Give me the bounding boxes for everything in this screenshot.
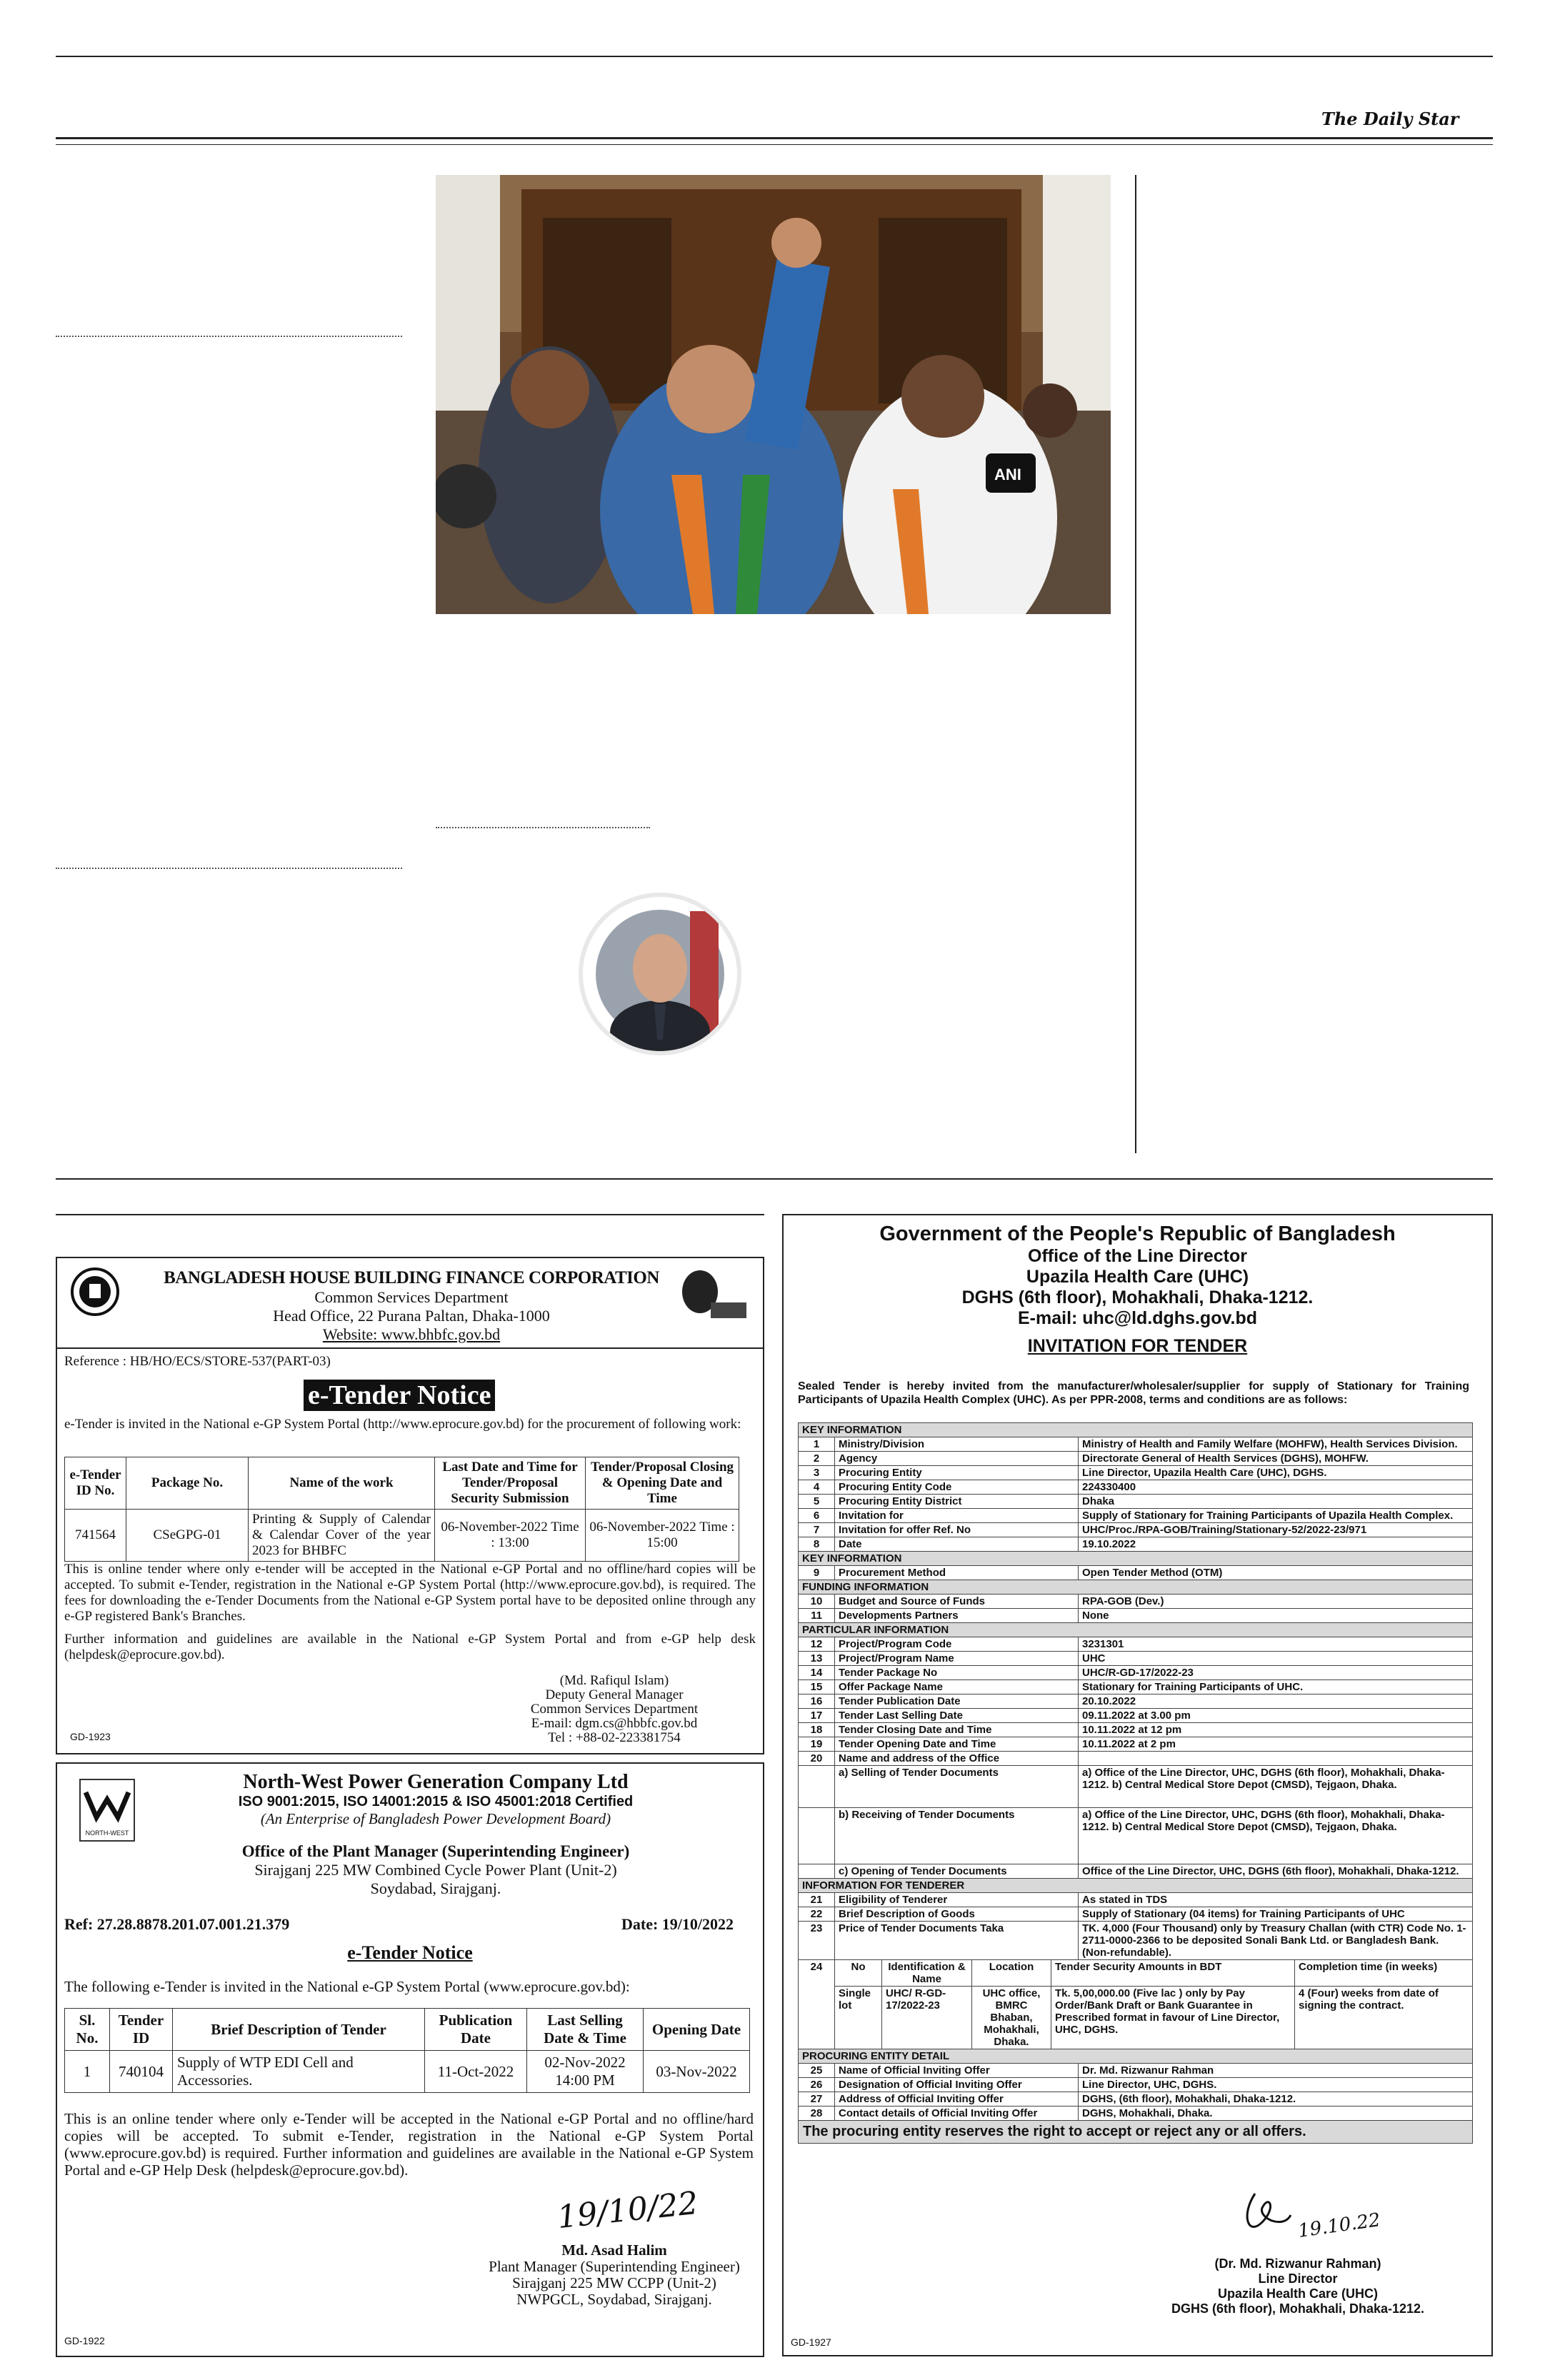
uhc-row-value: a) Office of the Line Director, UHC, DGHS (6th floor), Mohakhali, Dhaka-1212. b) Central Medical Store Depot (CMSD), Tejgaon, Dhaka. xyxy=(1079,1766,1473,1808)
nwpgcl-td-desc: Supply of WTP EDI Cell and Accessories. xyxy=(173,2051,425,2093)
uhc-row-label: Procurement Method xyxy=(835,1566,1079,1580)
bhbfc-th-security: Last Date and Time for Tender/Proposal Security Submission xyxy=(435,1457,586,1510)
bhbfc-signer-title: Deputy General Manager xyxy=(545,1687,684,1702)
uhc-row-num: 27 xyxy=(799,2092,835,2107)
uhc-code: GD-1927 xyxy=(791,2336,831,2348)
nwpgcl-td-sell: 02-Nov-2022 14:00 PM xyxy=(527,2051,644,2093)
uhc-address: DGHS (6th floor), Mohakhali, Dhaka-1212. xyxy=(961,1287,1314,1307)
uhc-lot-th: Location xyxy=(972,1960,1051,1987)
uhc-row-label: Invitation for xyxy=(835,1509,1079,1523)
table-row xyxy=(799,2121,1473,2144)
uhc-lot-th: No xyxy=(835,1960,882,1987)
uhc-row-num: 15 xyxy=(799,1680,835,1694)
uhc-row-label: Procuring Entity Code xyxy=(835,1480,1079,1495)
table-row xyxy=(65,1510,739,1562)
uhc-row-value: 10.11.2022 at 2 pm xyxy=(1079,1737,1473,1752)
uhc-row-label: Project/Program Code xyxy=(835,1637,1079,1652)
table-row xyxy=(799,1666,1473,1680)
nwpgcl-office: Office of the Plant Manager (Superintending Engineer) xyxy=(241,1842,630,1860)
left-divider-1 xyxy=(56,336,402,337)
uhc-row-num: 21 xyxy=(799,1893,835,1907)
uhc-row-value: DGHS, Mohakhali, Dhaka. xyxy=(1079,2107,1473,2121)
uhc-row-value: Supply of Stationary (04 items) for Training Participants of UHC xyxy=(1079,1907,1473,1922)
uhc-row-num: 16 xyxy=(799,1694,835,1709)
uhc-row-value: a) Office of the Line Director, UHC, DGHS (6th floor), Mohakhali, Dhaka-1212. b) Central Medical Store Depot (CMSD), Tejgaon, Dhaka. xyxy=(1079,1808,1473,1864)
uhc-lot-cell xyxy=(835,1960,1473,2049)
uhc-title: INVITATION FOR TENDER xyxy=(1027,1336,1248,1356)
bhbfc-ad xyxy=(56,1257,764,1754)
table-row xyxy=(799,1609,1473,1623)
uhc-row-value: None xyxy=(1079,1609,1473,1623)
uhc-signature-date: 19.10.22 xyxy=(1296,2209,1382,2242)
uhc-row-label: Brief Description of Goods xyxy=(835,1907,1079,1922)
table-row xyxy=(835,1987,1472,2049)
uhc-row-value: 3231301 xyxy=(1079,1637,1473,1652)
uhc-lot-td: Single lot xyxy=(835,1987,882,2049)
uhc-row-label: Ministry/Division xyxy=(835,1437,1079,1452)
uhc-row-value: UHC xyxy=(1079,1652,1473,1666)
nwpgcl-th-sl: Sl. No. xyxy=(65,2009,110,2051)
bhbfc-address: Head Office, 22 Purana Paltan, Dhaka-1000 xyxy=(273,1307,550,1325)
uhc-row-label: Procuring Entity xyxy=(835,1466,1079,1480)
uhc-row-value: 224330400 xyxy=(1079,1480,1473,1495)
bhbfc-th-package: Package No. xyxy=(126,1457,249,1510)
bhbfc-org-name: BANGLADESH HOUSE BUILDING FINANCE CORPORATION xyxy=(164,1268,659,1287)
bhbfc-td-closing: 06-November-2022 Time : 15:00 xyxy=(586,1510,739,1562)
table-row xyxy=(799,1960,1473,2049)
bhbfc-signer-tel: Tel : +88-02-223381754 xyxy=(548,1730,681,1745)
uhc-row-value: 10.11.2022 at 12 pm xyxy=(1079,1723,1473,1737)
nwpgcl-td-open: 03-Nov-2022 xyxy=(644,2051,750,2093)
uhc-unit: Upazila Health Care (UHC) xyxy=(1026,1267,1249,1287)
table-row xyxy=(799,2064,1473,2078)
uhc-row-label: Tender Closing Date and Time xyxy=(835,1723,1079,1737)
nwpgcl-plant: Sirajganj 225 MW Combined Cycle Power Plant (Unit-2) xyxy=(254,1861,617,1879)
table-row xyxy=(799,1480,1473,1495)
uhc-row-num: 19 xyxy=(799,1737,835,1752)
bhbfc-tender-table xyxy=(64,1457,739,1562)
nwpgcl-td-id: 740104 xyxy=(110,2051,173,2093)
top-rule xyxy=(56,56,1493,57)
uhc-row-label: Price of Tender Documents Taka xyxy=(835,1922,1079,1960)
uhc-row-label: c) Opening of Tender Documents xyxy=(835,1864,1079,1879)
uhc-office: Office of the Line Director xyxy=(1028,1246,1247,1266)
table-row xyxy=(799,1466,1473,1480)
table-row xyxy=(799,1637,1473,1652)
uhc-row-label: Designation of Official Inviting Offer xyxy=(835,2078,1079,2092)
table-row xyxy=(799,1509,1473,1523)
uhc-row-num: 6 xyxy=(799,1509,835,1523)
nwpgcl-code: GD-1922 xyxy=(64,2335,105,2346)
table-row xyxy=(799,1495,1473,1509)
table-row xyxy=(799,1437,1473,1452)
nwpgcl-td-sl: 1 xyxy=(65,2051,110,2093)
uhc-email: E-mail: uhc@ld.dghs.gov.bd xyxy=(1017,1308,1258,1328)
uhc-signer-title: Line Director xyxy=(1258,2271,1338,2286)
uhc-row-value: Ministry of Health and Family Welfare (MOHFW), Health Services Division. xyxy=(1079,1437,1473,1452)
bhbfc-website: Website: www.bhbfc.gov.bd xyxy=(322,1325,501,1343)
uhc-row-value: UHC/Proc./RPA-GOB/Training/Stationary-52/2022-23/971 xyxy=(1079,1523,1473,1537)
table-row xyxy=(799,1922,1473,1960)
bhbfc-th-id: e-Tender ID No. xyxy=(65,1457,126,1510)
uhc-row-label: Contact details of Official Inviting Offer xyxy=(835,2107,1079,2121)
uhc-signer-name: (Dr. Md. Rizwanur Rahman) xyxy=(1214,2256,1381,2271)
uhc-signer-unit: Upazila Health Care (UHC) xyxy=(1217,2286,1379,2301)
uhc-row-value: Dr. Md. Rizwanur Rahman xyxy=(1079,2064,1473,2078)
bhbfc-signer-name: (Md. Rafiqul Islam) xyxy=(559,1673,669,1688)
table-row xyxy=(799,1452,1473,1466)
table-row xyxy=(799,2049,1473,2064)
bhbfc-signer-dept: Common Services Department xyxy=(530,1702,699,1717)
table-row xyxy=(799,1907,1473,1922)
nwpgcl-ref: Ref: 27.28.8878.201.07.001.21.379 xyxy=(64,1915,290,1933)
uhc-row-num: 28 xyxy=(799,2107,835,2121)
bhbfc-signer-email: E-mail: dgm.cs@hbbfc.gov.bd xyxy=(531,1716,698,1731)
uhc-row-num: 12 xyxy=(799,1637,835,1652)
uhc-row-num: 13 xyxy=(799,1652,835,1666)
uhc-row-label: Procuring Entity District xyxy=(835,1495,1079,1509)
uhc-row-num: 9 xyxy=(799,1566,835,1580)
header-rule xyxy=(56,137,1493,139)
uhc-sec-particular: PARTICULAR INFORMATION xyxy=(799,1623,1473,1637)
bottom-rule-2 xyxy=(56,1214,764,1215)
bhbfc-para1: This is online tender where only e-tender will be accepted in the National e-GP Portal and no offline/hard copies will be accepted. To submit e-Tender, registration in the National e-GP System Portal (http://www.eprocure.gov.bd), is required. The fees for downloading the e-Tender Documents from the National e-GP System portal have to be deposited online through any e-GP registered Bank's Branches. xyxy=(64,1562,756,1624)
uhc-signer-addr: DGHS (6th floor), Mohakhali, Dhaka-1212. xyxy=(1171,2301,1425,2316)
uhc-row-num: 18 xyxy=(799,1723,835,1737)
nwpgcl-signer-title: Plant Manager (Superintending Engineer) xyxy=(489,2258,740,2275)
nwpgcl-signer-name: Md. Asad Halim xyxy=(561,2241,667,2259)
uhc-row-label: Address of Official Inviting Offer xyxy=(835,2092,1079,2107)
nwpgcl-iso: ISO 9001:2015, ISO 14001:2015 & ISO 45001:2018 Certified xyxy=(238,1794,634,1809)
uhc-row-value: 09.11.2022 at 3.00 pm xyxy=(1079,1709,1473,1723)
bhbfc-td-work: Printing & Supply of Calendar & Calendar Cover of the year 2023 for BHBFC xyxy=(249,1510,435,1562)
uhc-row-label: Name of Official Inviting Offer xyxy=(835,2064,1079,2078)
nwpgcl-signer-plant: Sirajganj 225 MW CCPP (Unit-2) xyxy=(512,2274,716,2291)
uhc-row-value: Line Director, UHC, DGHS. xyxy=(1079,2078,1473,2092)
uhc-row-num: 22 xyxy=(799,1907,835,1922)
uhc-row-label: Agency xyxy=(835,1452,1079,1466)
uhc-lot-th: Identification & Name xyxy=(882,1960,972,1987)
table-row xyxy=(65,2009,750,2051)
table-row xyxy=(799,1680,1473,1694)
table-row xyxy=(799,1580,1473,1595)
nwpgcl-notice-title: e-Tender Notice xyxy=(347,1942,473,1963)
uhc-row-label: Project/Program Name xyxy=(835,1652,1079,1666)
uhc-lot-td: Tk. 5,00,000.00 (Five lac ) only by Pay Order/Bank Draft or Bank Guarantee in Prescribed format in favour of Line Director, UHC, DGHS. xyxy=(1051,1987,1295,2049)
rally-photo-image xyxy=(436,175,1111,614)
bhbfc-td-security: 06-November-2022 Time : 13:00 xyxy=(435,1510,586,1562)
table-row xyxy=(65,2051,750,2093)
table-row xyxy=(835,1960,1472,1987)
nwpgcl-logo-caption: NORTH-WEST xyxy=(85,1829,129,1837)
table-row xyxy=(799,1737,1473,1752)
masthead-logo: The Daily Star xyxy=(1321,109,1459,129)
uhc-row-value: Open Tender Method (OTM) xyxy=(1079,1566,1473,1580)
uhc-row-value: Line Director, Upazila Health Care (UHC), DGHS. xyxy=(1079,1466,1473,1480)
bhbfc-intro: e-Tender is invited in the National e-GP System Portal (http://www.eprocure.gov.bd) for the procurement of following work: xyxy=(64,1417,741,1432)
uhc-lot-th: Completion time (in weeks) xyxy=(1295,1960,1473,1987)
uhc-row-label: Offer Package Name xyxy=(835,1680,1079,1694)
nwpgcl-location: Soydabad, Sirajganj. xyxy=(370,1879,501,1897)
uhc-row-label: Invitation for offer Ref. No xyxy=(835,1523,1079,1537)
uhc-row-label: Tender Package No xyxy=(835,1666,1079,1680)
table-row xyxy=(799,1523,1473,1537)
table-row xyxy=(799,1808,1473,1864)
bhbfc-para2: Further information and guidelines are available in the National e-GP System Portal and from e-GP help desk (helpdesk@eprocure.gov.bd). xyxy=(64,1632,756,1662)
table-row xyxy=(799,1423,1473,1437)
uhc-row-value: RPA-GOB (Dev.) xyxy=(1079,1595,1473,1609)
uhc-sec-key2: KEY INFORMATION xyxy=(799,1552,1473,1566)
uhc-sec-funding: FUNDING INFORMATION xyxy=(799,1580,1473,1595)
bhbfc-code: GD-1923 xyxy=(70,1731,111,1742)
table-row xyxy=(799,1537,1473,1552)
left-divider-2 xyxy=(56,868,402,869)
uhc-gov: Government of the People's Republic of Bangladesh xyxy=(879,1222,1396,1245)
bhbfc-td-id: 741564 xyxy=(65,1510,126,1562)
uhc-row-value: 20.10.2022 xyxy=(1079,1694,1473,1709)
uhc-row-label: a) Selling of Tender Documents xyxy=(835,1766,1079,1808)
bhbfc-reference: Reference : HB/HO/ECS/STORE-537(PART-03) xyxy=(64,1354,331,1369)
bhbfc-th-work: Name of the work xyxy=(249,1457,435,1510)
bhbfc-notice-title: e-Tender Notice xyxy=(304,1380,495,1411)
uhc-intro: Sealed Tender is hereby invited from the manufacturer/wholesaler/supplier for supply of Stationary for Training Participants of Upazila Health Complex (UHC). As per PPR-2008, terms and conditions are as follows: xyxy=(798,1380,1469,1406)
header-rule-2 xyxy=(56,144,1493,145)
nwpgcl-th-sell: Last Selling Date & Time xyxy=(527,2009,644,2051)
table-row xyxy=(799,2078,1473,2092)
uhc-row-num: 25 xyxy=(799,2064,835,2078)
uhc-lot-th: Tender Security Amounts in BDT xyxy=(1051,1960,1295,1987)
table-row xyxy=(799,1566,1473,1580)
uhc-row-num: 2 xyxy=(799,1452,835,1466)
table-row xyxy=(65,1457,739,1510)
uhc-lot-table xyxy=(835,1960,1472,2049)
nwpgcl-date: Date: 19/10/2022 xyxy=(621,1915,734,1933)
nwpgcl-ad xyxy=(56,1762,764,2357)
uhc-row-num: 7 xyxy=(799,1523,835,1537)
table-row xyxy=(799,1864,1473,1879)
uhc-row-num: 1 xyxy=(799,1437,835,1452)
nwpgcl-th-pub: Publication Date xyxy=(425,2009,527,2051)
uhc-row-label: Eligibility of Tenderer xyxy=(835,1893,1079,1907)
uhc-footer-note: The procuring entity reserves the right to accept or reject any or all offers. xyxy=(799,2121,1473,2144)
nwpgcl-th-desc: Brief Description of Tender xyxy=(173,2009,425,2051)
table-row xyxy=(799,1595,1473,1609)
nwpgcl-th-open: Opening Date xyxy=(644,2009,750,2051)
table-row xyxy=(799,1552,1473,1566)
uhc-row-value: Office of the Line Director, UHC, DGHS (6th floor), Mohakhali, Dhaka-1212. xyxy=(1079,1864,1473,1879)
uhc-row-label: Name and address of the Office xyxy=(835,1752,1079,1766)
nwpgcl-signer-loc: NWPGCL, Soydabad, Sirajganj. xyxy=(516,2291,712,2308)
table-row xyxy=(799,2092,1473,2107)
uhc-row-num: 24 xyxy=(799,1960,835,2049)
nwpgcl-tender-table xyxy=(64,2008,750,2093)
bhbfc-header-rule xyxy=(57,1347,763,1349)
bhbfc-th-closing: Tender/Proposal Closing & Opening Date and Time xyxy=(586,1457,739,1510)
uhc-row-num: 10 xyxy=(799,1595,835,1609)
uhc-sec-entity: PROCURING ENTITY DETAIL xyxy=(799,2049,1473,2064)
table-row xyxy=(799,1723,1473,1737)
mid-divider xyxy=(436,827,650,828)
rally-photo xyxy=(436,175,1111,614)
uhc-row-num: 23 xyxy=(799,1922,835,1960)
nwpgcl-enterprise: (An Enterprise of Bangladesh Power Development Board) xyxy=(260,1810,611,1827)
uhc-row-num: 14 xyxy=(799,1666,835,1680)
uhc-row-value: 19.10.2022 xyxy=(1079,1537,1473,1552)
nwpgcl-org-name: North-West Power Generation Company Ltd xyxy=(243,1771,629,1793)
uhc-row-label: Tender Last Selling Date xyxy=(835,1709,1079,1723)
table-row xyxy=(799,1766,1473,1808)
uhc-row-value: As stated in TDS xyxy=(1079,1893,1473,1907)
uhc-row-value: TK. 4,000 (Four Thousand) only by Treasury Challan (with CTR) Code No. 1-2711-0000-2366 to be deposited Sonali Bank Ltd. or Bangladesh Bank. (Non-refundable). xyxy=(1079,1922,1473,1960)
uhc-row-label: Date xyxy=(835,1537,1079,1552)
table-row xyxy=(799,1694,1473,1709)
uhc-lot-td: 4 (Four) weeks from date of signing the contract. xyxy=(1295,1987,1473,2049)
uhc-row-label: Developments Partners xyxy=(835,1609,1079,1623)
table-row xyxy=(799,1893,1473,1907)
table-row xyxy=(799,1652,1473,1666)
bhbfc-department: Common Services Department xyxy=(314,1288,509,1306)
portrait-image xyxy=(583,897,737,1051)
uhc-row-label: Budget and Source of Funds xyxy=(835,1595,1079,1609)
nwpgcl-intro: The following e-Tender is invited in the National e-GP System Portal (www.eprocure.gov.bd): xyxy=(64,1978,630,1995)
uhc-row-num: 11 xyxy=(799,1609,835,1623)
bottom-rule-1 xyxy=(56,1178,1493,1180)
nwpgcl-para: This is an online tender where only e-Tender will be accepted in the National e-GP Portal and no offline/hard copies will be accepted. To submit e-Tender, registration in the National e-GP System Portal (www.eprocure.gov.bd) is required. Further information and guidelines are available in the National e-GP System Portal and e-GP Help Desk (helpdesk@eprocure.gov.bd). xyxy=(64,2110,754,2179)
nwpgcl-td-pub: 11-Oct-2022 xyxy=(425,2051,527,2093)
uhc-sec-tenderer: INFORMATION FOR TENDERER xyxy=(799,1879,1473,1893)
bhbfc-td-package: CSeGPG-01 xyxy=(126,1510,249,1562)
uhc-row-value: Supply of Stationary for Training Participants of Upazila Health Complex. xyxy=(1079,1509,1473,1523)
table-row xyxy=(799,1879,1473,1893)
uhc-row-num: 4 xyxy=(799,1480,835,1495)
uhc-row-label: Tender Publication Date xyxy=(835,1694,1079,1709)
uhc-lot-td: UHC/ R-GD-17/2022-23 xyxy=(882,1987,972,2049)
uhc-row-label: b) Receiving of Tender Documents xyxy=(835,1808,1079,1864)
uhc-row-label: Tender Opening Date and Time xyxy=(835,1737,1079,1752)
uhc-sec-key: KEY INFORMATION xyxy=(799,1423,1473,1437)
uhc-row-value: Stationary for Training Participants of UHC. xyxy=(1079,1680,1473,1694)
uhc-row-num: 8 xyxy=(799,1537,835,1552)
uhc-row-num: 26 xyxy=(799,2078,835,2092)
uhc-info-table xyxy=(798,1422,1473,2144)
uhc-row-num: 17 xyxy=(799,1709,835,1723)
table-row xyxy=(799,1709,1473,1723)
uhc-row-num: 3 xyxy=(799,1466,835,1480)
nwpgcl-signature: 19/10/22 xyxy=(555,2184,700,2236)
table-row xyxy=(799,2107,1473,2121)
uhc-lot-td: UHC office, BMRC Bhaban, Mohakhali, Dhaka. xyxy=(972,1987,1051,2049)
portrait-photo xyxy=(579,893,741,1055)
uhc-row-num: 5 xyxy=(799,1495,835,1509)
table-row xyxy=(799,1623,1473,1637)
uhc-row-value: DGHS, (6th floor), Mohakhali, Dhaka-1212. xyxy=(1079,2092,1473,2107)
uhc-row-value: UHC/R-GD-17/2022-23 xyxy=(1079,1666,1473,1680)
column-rule xyxy=(1135,175,1136,1153)
table-row: 20 Name and address of the Office xyxy=(799,1752,1473,1766)
nwpgcl-th-id: Tender ID xyxy=(110,2009,173,2051)
ani-mic-label: ANI xyxy=(994,466,1021,483)
uhc-ad xyxy=(782,1214,1493,2356)
uhc-row-value: Dhaka xyxy=(1079,1495,1473,1509)
uhc-row-value: Directorate General of Health Services (DGHS), MOHFW. xyxy=(1079,1452,1473,1466)
